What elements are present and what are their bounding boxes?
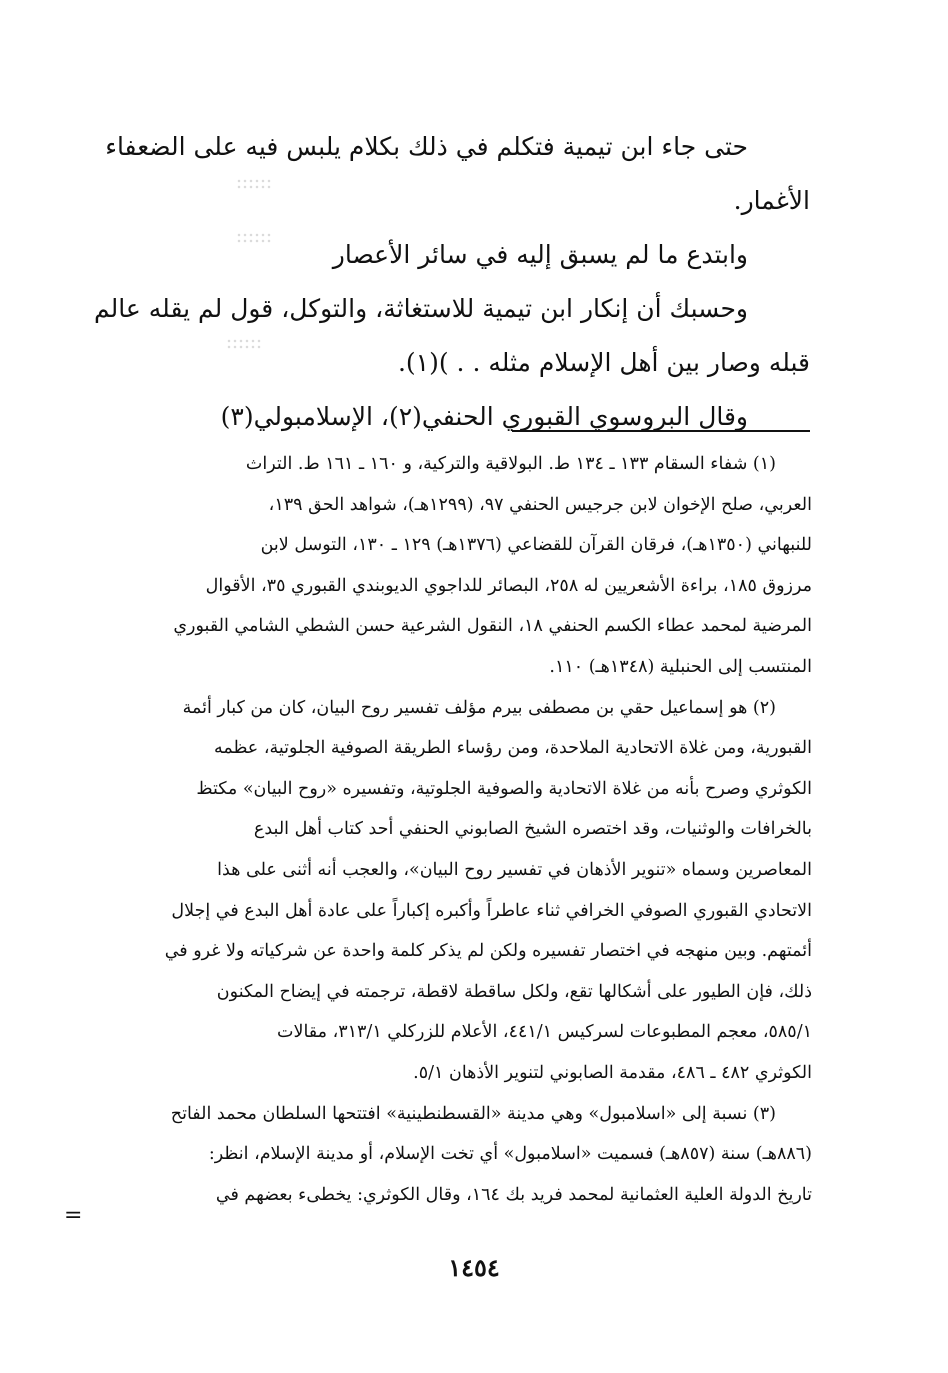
- footnote-line: ذلك، فإن الطيور على أشكالها تقع، ولكل ساقطة لاقطة، ترجمته في إيضاح المكنون: [216, 981, 812, 1002]
- footnote-line: الكوثري وصرح بأنه من غلاة الاتحادية والصوفية الجلوتية، وتفسيره «روح البيان» مكتظ: [196, 778, 812, 799]
- main-line: وحسبك أن إنكار ابن تيمية للاستغاثة، والتوكل، قول لم يقله عالم: [94, 294, 748, 323]
- footnote-line: القبورية، ومن غلاة الاتحادية الملاحدة، ومن رؤساء الطريقة الصوفية الجلوتية، عظمه: [213, 738, 812, 759]
- footnote-line: المنتسب إلى الحنبلية (١٣٤٨هـ) ١١٠.: [549, 656, 812, 677]
- footnote-line: (٣) نسبة إلى «اسلامبول» وهي مدينة «القسطنطينية» افتتحها السلطان محمد الفاتح: [170, 1103, 776, 1124]
- footnote-line: بالخرافات والوثنيات، وقد اختصره الشيخ الصابوني الحنفي أحد كتاب أهل البدع: [253, 819, 812, 840]
- main-line: الأغمار.: [733, 186, 810, 215]
- footnote-line: ٥٨٥/١، معجم المطبوعات لسركيس ٤٤١/١، الأعلام للزركلي ٣١٣/١، مقالات: [277, 1022, 812, 1043]
- continuation-mark: =: [64, 1203, 83, 1228]
- page-number: ١٤٥٤: [448, 1253, 500, 1282]
- main-text: [88, 120, 810, 444]
- footnote-line: الاتحادي القبوري الصوفي الخرافي ثناء عاطراً وأكبره إكباراً على عادة أهل البدع في إجلال: [171, 900, 812, 921]
- footnote-line: العربي، صلح الإخوان لابن جرجيس الحنفي ٩٧، (١٢٩٩هـ)، شواهد الحق ١٣٩،: [268, 494, 812, 515]
- main-line: حتى جاء ابن تيمية فتكلم في ذلك بكلام يلبس فيه على الضعفاء: [105, 132, 748, 161]
- main-line: وابتدع ما لم يسبق إليه في سائر الأعصار: [332, 240, 748, 269]
- footnote-line: المرضية لمحمد عطاء الكسم الحنفي ١٨، النقول الشرعية حسن الشطي الشامي القبوري: [173, 616, 812, 637]
- footnote-line: أئمتهم. وبين منهجه في اختصار تفسيره ولكن لم يذكر كلمة واحدة عن شركياته ولا غرو في: [164, 941, 812, 962]
- footnote-line: (١) شفاء السقام ١٣٣ ـ ١٣٤ ط. البولاقية والتركية، و ١٦٠ ـ ١٦١ ط. التراث: [245, 454, 776, 474]
- footnote-line: (٨٨٦هـ) سنة (٨٥٧هـ) فسميت «اسلامبول» أي تخت الإسلام، أو مدينة الإسلام، انظر:: [208, 1144, 812, 1165]
- main-line: قبله وصار بين أهل الإسلام مثله . . )(١).: [397, 348, 810, 377]
- footnote-line: للنبهاني (١٣٥٠هـ)، فرقان القرآن للقضاعي (١٣٧٦هـ) ١٢٩ ـ ١٣٠، التوسل لابن: [260, 535, 812, 556]
- footnote-line: الكوثري ٤٨٢ ـ ٤٨٦، مقدمة الصابوني لتنوير الأذهان ٥/١.: [413, 1062, 812, 1083]
- footnote-line: المعاصرين وسماه «تنوير الأذهان في تفسير روح البيان»، والعجب أنه أثنى على هذا: [217, 859, 812, 880]
- footnote-line: (٢) هو إسماعيل حقي بن مصطفى بيرم مؤلف تفسير روح البيان، كان من كبار أئمة: [182, 697, 776, 718]
- footnote-line: تاريخ الدولة العلية العثمانية لمحمد فريد بك ١٦٤، وقال الكوثري: يخطىء بعضهم في: [215, 1184, 812, 1205]
- footnote-line: مرزوق ١٨٥، براءة الأشعريين له ٢٥٨، البصائر للداجوي الديوبندي القبوري ٣٥، الأقوال: [205, 575, 812, 596]
- footnote-separator: [512, 430, 810, 432]
- footnotes: [100, 444, 812, 1215]
- main-line: وقال البروسوي القبوري الحنفي(٢)، الإسلامبولي(٣): [220, 402, 748, 431]
